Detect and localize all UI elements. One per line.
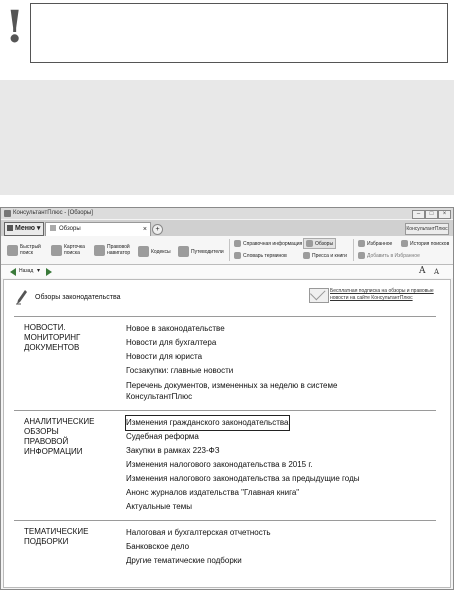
- section-title: НОВОСТИ. МОНИТОРИНГ ДОКУМЕНТОВ: [24, 323, 81, 352]
- section-news: [14, 316, 436, 401]
- new-tab-button[interactable]: +: [152, 224, 163, 235]
- back-button[interactable]: Назад: [19, 268, 34, 274]
- press-books-button[interactable]: Пресса и книги: [303, 252, 347, 259]
- quick-search-button[interactable]: Быстрый поиск: [7, 244, 42, 256]
- note-shaded-area: [0, 80, 454, 195]
- back-arrow-icon[interactable]: [10, 268, 16, 276]
- maximize-button[interactable]: □: [425, 210, 438, 219]
- dictionary-icon: [234, 252, 241, 259]
- favorites-button[interactable]: Избранное: [358, 240, 392, 247]
- app-window: [0, 207, 454, 590]
- book-icon: [138, 246, 149, 257]
- info-icon: [234, 240, 241, 247]
- page-title: Обзоры законодательства: [35, 294, 121, 301]
- link-tax-reporting[interactable]: Налоговая и бухгалтерская отчетность: [126, 528, 271, 537]
- link-tax-changes-previous[interactable]: Изменения налогового законодательства за предыдущие годы: [126, 474, 360, 483]
- back-history-dropdown[interactable]: ▾: [37, 268, 41, 274]
- pen-icon: [15, 289, 28, 305]
- exclamation-icon: !: [5, 2, 25, 53]
- font-increase-button[interactable]: A: [419, 266, 426, 276]
- newspaper-icon: [303, 252, 310, 259]
- section-links: [126, 526, 271, 568]
- note-box: [30, 3, 448, 63]
- link-civil-law-changes[interactable]: Изменения гражданского законодательства: [126, 416, 289, 430]
- add-favorite-icon: [358, 252, 365, 259]
- menu-button[interactable]: Меню ▾: [4, 222, 44, 236]
- magnifier-icon: [7, 245, 18, 256]
- favorites-icon: [358, 240, 365, 247]
- font-decrease-button[interactable]: A: [434, 268, 440, 276]
- toolbar-separator: [229, 239, 230, 261]
- add-favorites-button[interactable]: Добавить в Избранное: [358, 252, 420, 259]
- envelope-icon: [309, 288, 329, 303]
- close-window-button[interactable]: ×: [438, 210, 451, 219]
- search-card-icon: [51, 245, 62, 256]
- minimize-button[interactable]: –: [412, 210, 425, 219]
- link-tax-changes-2015[interactable]: Изменения налогового законодательства в 2015 г.: [126, 460, 313, 469]
- section-links: [126, 322, 337, 402]
- pen-icon: [306, 240, 313, 247]
- section-thematic: [14, 520, 436, 565]
- window-title: КонсультантПлюс - [Обзоры]: [13, 210, 93, 216]
- subscription-link[interactable]: Бесплатная подписка на обзоры и правовые новости на сайте КонсультантПлюс: [330, 288, 434, 301]
- section-title: ТЕМАТИЧЕСКИЕ ПОДБОРКИ: [24, 527, 89, 546]
- toolbar: [1, 236, 453, 265]
- content-panel: [3, 279, 451, 588]
- link-current-topics[interactable]: Актуальные темы: [126, 502, 192, 511]
- navigation-bar: [1, 265, 453, 278]
- forward-arrow-icon[interactable]: [46, 268, 52, 276]
- guides-button[interactable]: Путеводители: [178, 246, 224, 257]
- reference-info-button[interactable]: Справочная информация: [234, 240, 302, 247]
- link-new-legislation[interactable]: Новое в законодательстве: [126, 324, 225, 333]
- menu-icon: [7, 225, 13, 231]
- link-changed-documents-cont[interactable]: КонсультантПлюс: [126, 392, 193, 401]
- navigator-icon: [94, 245, 105, 256]
- link-lawyer-news[interactable]: Новости для юриста: [126, 352, 203, 361]
- link-accountant-news[interactable]: Новости для бухгалтера: [126, 338, 217, 347]
- link-banking[interactable]: Банковское дело: [126, 542, 190, 551]
- link-glavnaya-kniga[interactable]: Анонс журналов издательства "Главная книга": [126, 488, 300, 497]
- history-icon: [401, 240, 408, 247]
- brand-logo: КонсультантПлюс: [405, 223, 449, 235]
- app-icon: [4, 210, 11, 217]
- tab-bar: [1, 220, 453, 236]
- title-bar: [1, 208, 453, 219]
- tab-reviews[interactable]: Обзоры ×: [45, 222, 151, 236]
- link-changed-documents[interactable]: Перечень документов, измененных за неделю в системе: [126, 381, 338, 390]
- search-history-button[interactable]: История поисков: [401, 240, 449, 247]
- section-title: АНАЛИТИЧЕСКИЕ ОБЗОРЫ ПРАВОВОЙ ИНФОРМАЦИИ: [24, 417, 95, 456]
- close-tab-icon[interactable]: ×: [142, 226, 147, 233]
- link-other-collections[interactable]: Другие тематические подборки: [126, 556, 242, 565]
- legal-navigator-button[interactable]: Правовой навигатор: [94, 244, 137, 256]
- codes-button[interactable]: Кодексы: [138, 246, 171, 257]
- link-judicial-reform[interactable]: Судебная реформа: [126, 432, 199, 441]
- terms-dictionary-button[interactable]: Словарь терминов: [234, 252, 287, 259]
- search-card-button[interactable]: Карточка поиска: [51, 244, 90, 256]
- link-223fz-procurement[interactable]: Закупки в рамках 223-ФЗ: [126, 446, 220, 455]
- signpost-icon: [178, 246, 189, 257]
- reviews-button[interactable]: Обзоры: [303, 238, 336, 249]
- section-analytics: [14, 410, 436, 511]
- section-links: [126, 416, 359, 514]
- toolbar-separator: [353, 239, 354, 261]
- link-procurement-news[interactable]: Госзакупки: главные новости: [126, 366, 234, 375]
- document-icon: [50, 225, 56, 231]
